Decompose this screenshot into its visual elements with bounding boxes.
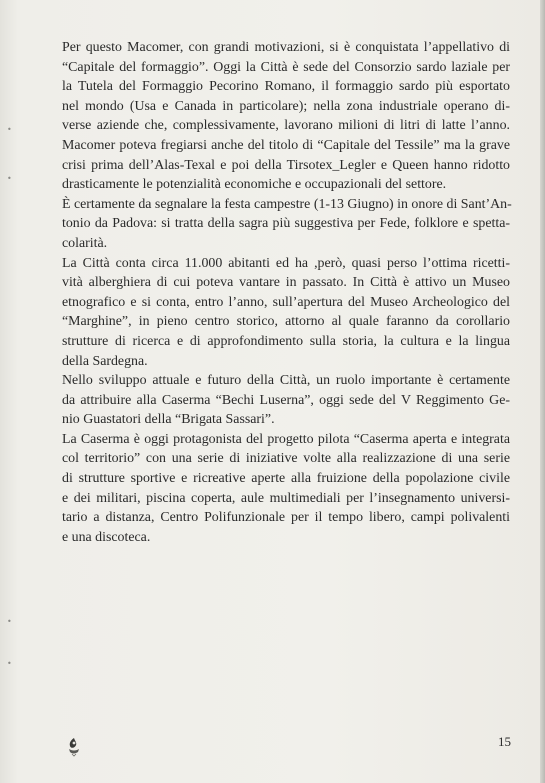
text-line: drasticamente le potenzialità economiche e occupazionali del settore. [62, 177, 447, 193]
text-line: vità alberghiera di cui poteva vantare in passato. In Città è attivo un Museo [62, 275, 510, 291]
text-line: “Capitale del formaggio”. Oggi la Città è sede del Consorzio sardo laziale per [62, 59, 510, 75]
text-line: Macomer poteva fregiarsi anche del titolo di “Capitale del Tessile” ma la grave [62, 137, 510, 153]
page-number: 15 [498, 734, 511, 749]
text-line: tonio da Padova: si tratta della sagra più suggestiva per Fede, folklore e spetta- [62, 216, 510, 232]
text-line: la Tutela del Formaggio Pecorino Romano, il formaggio sardo più esportato [62, 79, 510, 95]
text-line: etnografico e si conta, entro l’anno, sull’apertura del Museo Archeologico del [62, 294, 510, 310]
text-line: nio Guastatori della “Brigata Sassari”. [62, 412, 275, 428]
text-line: di strutture sportive e ricreative aperte alla fruizione della popolazione civile [62, 471, 510, 487]
body-text [62, 38, 510, 547]
text-line: strutture di ricerca e di approfondimento sulla storia, la cultura e la lingua [62, 333, 510, 349]
text-line: Per questo Macomer, con grandi motivazioni, si è conquistata l’appellativo di [62, 40, 510, 55]
text-line: e una discoteca. [62, 529, 151, 545]
text-line: e dei militari, piscina coperta, aule multimediali per l’insegnamento universi- [62, 490, 510, 506]
text-line: colarità. [62, 235, 108, 251]
page-edge [540, 0, 545, 783]
text-line: della Sardegna. [62, 353, 148, 369]
publisher-logo-icon [66, 737, 82, 757]
margin-mark: • [7, 659, 12, 668]
margin-mark: • [7, 174, 12, 183]
margin-mark: • [7, 125, 12, 134]
text-line: crisi prima dell’Alas-Texal e poi della Tirsotex_Legler e Queen hanno ridotto [62, 157, 510, 173]
text-line: da attribuire alla Caserma “Bechi Luserna”, oggi sede del V Reggimento Ge- [62, 392, 510, 408]
text-line: Nello sviluppo attuale e futuro della Città, un ruolo importante è certamente [62, 373, 510, 389]
text-line: verse aziende che, complessivamente, lavorano milioni di litri di latte l’anno. [62, 118, 510, 134]
text-line: col territorio” con una serie di iniziative volte alla realizzazione di una serie [62, 451, 510, 467]
text-line: È certamente da segnalare la festa campestre (1-13 Giugno) in onore di Sant’An- [62, 196, 512, 212]
text-line: nel mondo (Usa e Canada in particolare); nella zona industriale operano di- [62, 98, 510, 114]
text-line: La Caserma è oggi protagonista del progetto pilota “Caserma aperta e integrata [62, 431, 510, 447]
text-line: tario a distanza, Centro Polifunzionale per il tempo libero, campi polivalenti [62, 510, 510, 526]
text-line: “Marghine”, in pieno centro storico, attorno al quale faranno da corollario [62, 314, 510, 330]
margin-mark: • [7, 617, 12, 626]
text-line: La Città conta circa 11.000 abitanti ed ha ,però, quasi perso l’ottima ricetti- [62, 255, 510, 271]
